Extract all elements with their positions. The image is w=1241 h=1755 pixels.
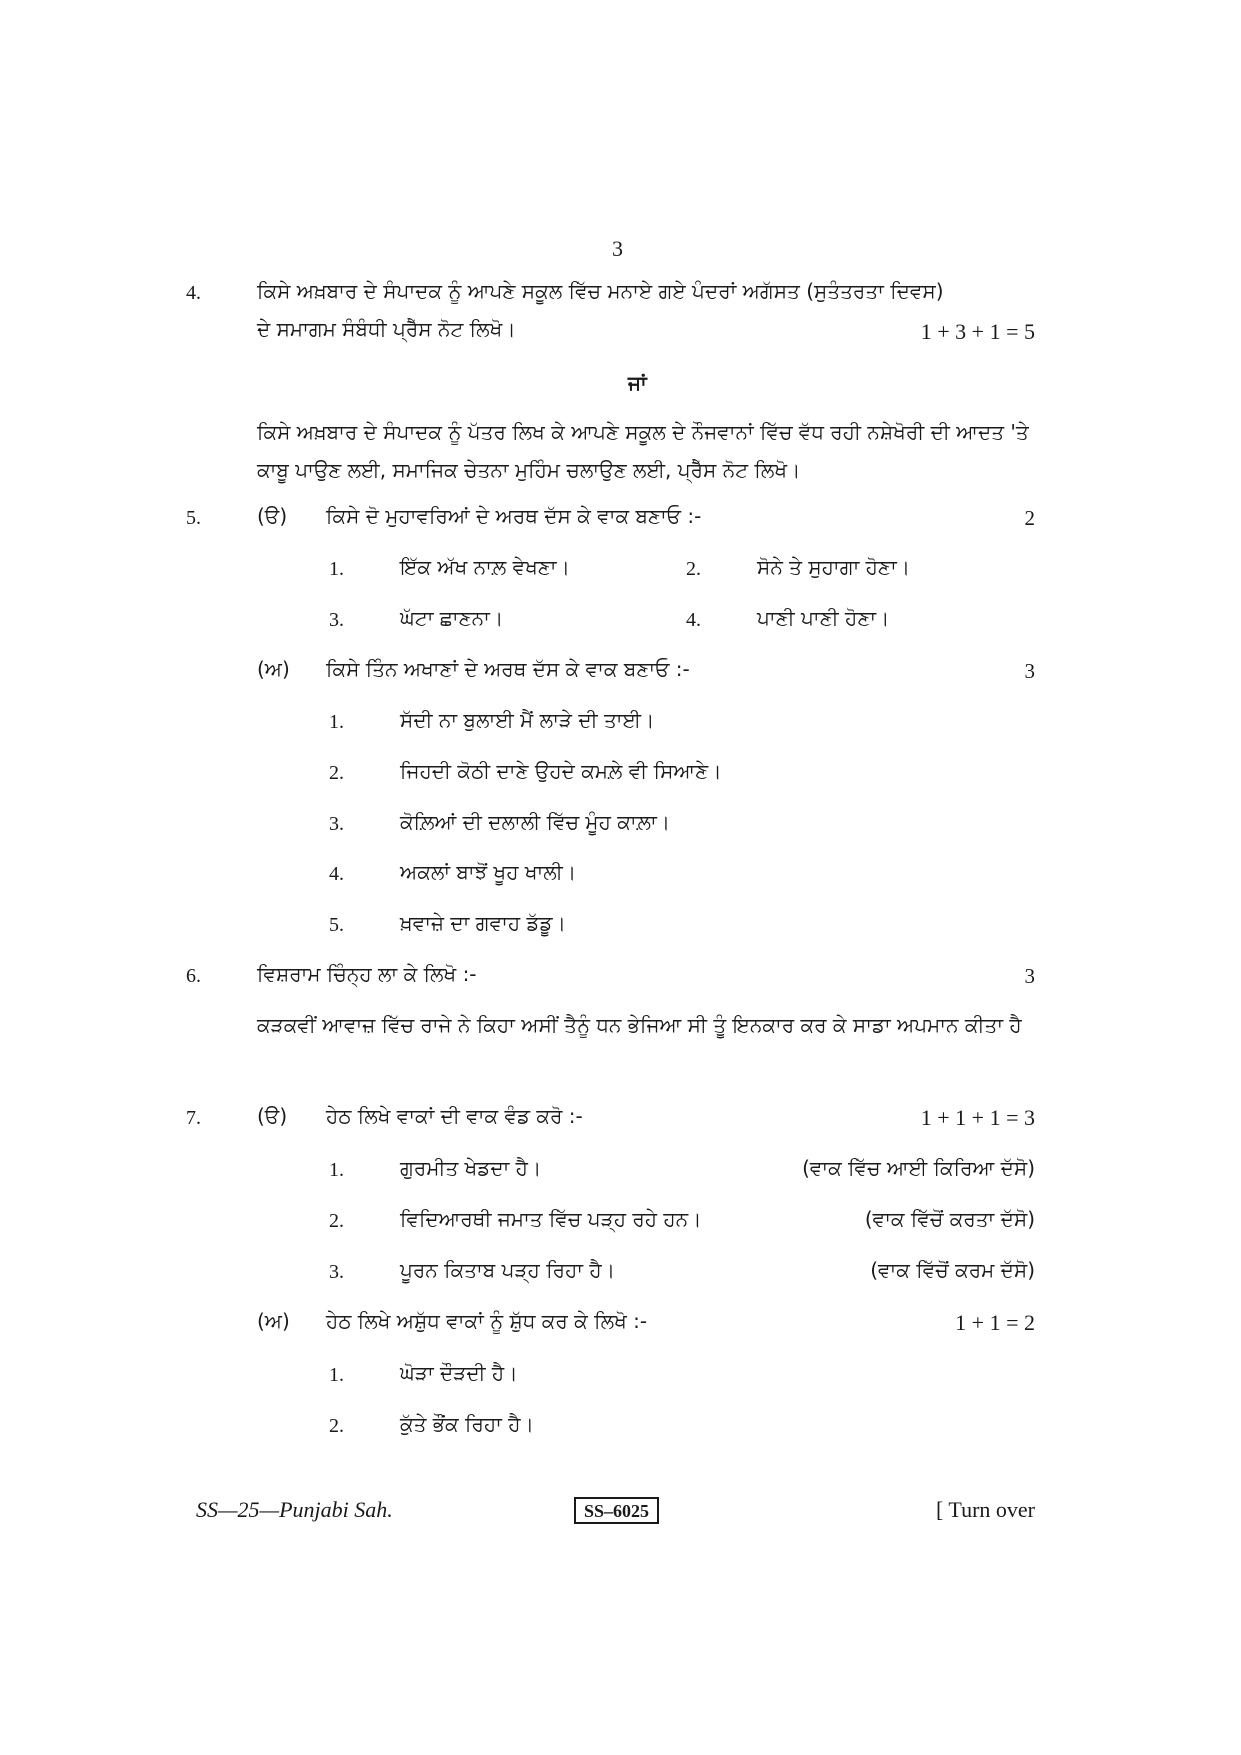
q7a-item-1-hint: (ਵਾਕ ਵਿੱਚ ਆਈ ਕਿਰਿਆ ਦੱਸੋ) (802, 1156, 1035, 1180)
q4-marks: 1 + 3 + 1 = 5 (920, 319, 1035, 344)
q5a-item-1-num: 1. (329, 558, 344, 580)
q5b-item-4-num: 4. (329, 863, 344, 885)
footer-turn-over: [ Turn over (935, 1497, 1035, 1522)
q7-number: 7. (186, 1107, 201, 1129)
q5b-item-2-text: ਜਿਹਦੀ ਕੋਠੀ ਦਾਣੇ ਉਹਦੇ ਕਮਲ਼ੇ ਵੀ ਸਿਆਣੇ। (400, 759, 722, 783)
q5a-text: ਕਿਸੇ ਦੋ ਮੁਹਾਵਰਿਆਂ ਦੇ ਅਰਥ ਦੱਸ ਕੇ ਵਾਕ ਬਣਾਓ :- (326, 504, 702, 528)
q5a-item-4-num: 4. (686, 609, 701, 631)
q5b-item-1-text: ਸੱਦੀ ਨਾ ਬੁਲਾਈ ਮੈਂ ਲਾੜੇ ਦੀ ਤਾਈ। (400, 708, 655, 732)
q5b-item-5-text: ਖ਼ਵਾਜ਼ੇ ਦਾ ਗਵਾਹ ਡੱਡੂ। (400, 911, 566, 935)
q7a-text: ਹੇਠ ਲਿਖੇ ਵਾਕਾਂ ਦੀ ਵਾਕ ਵੰਡ ਕਰੋ :- (326, 1104, 583, 1128)
q7b-item-1-num: 1. (329, 1364, 344, 1386)
q4-or: ਜਾਂ (628, 371, 647, 395)
q7a-item-3-text: ਪੂਰਨ ਕਿਤਾਬ ਪੜ੍ਹ ਰਿਹਾ ਹੈ। (400, 1258, 616, 1282)
q5a-item-1-text: ਇੱਕ ਅੱਖ ਨਾਲ਼ ਵੇਖਣਾ। (400, 555, 570, 579)
q7a-item-3-num: 3. (329, 1261, 344, 1283)
q6-text: ਵਿਸ਼ਰਾਮ ਚਿੰਨ੍ਹ ਲਾ ਕੇ ਲਿਖੋ :- (257, 962, 477, 986)
q7b-marks: 1 + 1 = 2 (955, 1310, 1035, 1335)
q6-marks: 3 (1024, 964, 1035, 988)
q5b-text: ਕਿਸੇ ਤਿੰਨ ਅਖਾਣਾਂ ਦੇ ਅਰਥ ਦੱਸ ਕੇ ਵਾਕ ਬਣਾਓ :- (326, 657, 690, 681)
q5a-marks: 2 (1024, 506, 1035, 530)
q7a-item-1-text: ਗੁਰਮੀਤ ਖੇਡਦਾ ਹੈ। (400, 1156, 542, 1180)
q5a-item-4-text: ਪਾਣੀ ਪਾਣੀ ਹੋਣਾ। (757, 606, 890, 630)
q7a-item-2-hint: (ਵਾਕ ਵਿੱਚੋਂ ਕਰਤਾ ਦੱਸੋ) (864, 1207, 1035, 1231)
q4-line2: ਦੇ ਸਮਾਗਮ ਸੰਬੰਧੀ ਪ੍ਰੈੱਸ ਨੋਟ ਲਿਖੋ। (257, 317, 516, 341)
q6-passage: ਕੜਕਵੀਂ ਆਵਾਜ਼ ਵਿੱਚ ਰਾਜੇ ਨੇ ਕਿਹਾ ਅਸੀਂ ਤੈਨੂੰ ਧਨ ਭੇਜਿਆ ਸੀ ਤੂੰ ਇਨਕਾਰ ਕਰ ਕੇ ਸਾਡਾ ਅਪਮਾਨ ਕੀਤਾ ਹੈ (257, 1013, 1022, 1037)
q5b-marks: 3 (1024, 659, 1035, 683)
q7a-item-1-num: 1. (329, 1159, 344, 1181)
q7b-item-2-num: 2. (329, 1415, 344, 1437)
q7b-item-2-text: ਕੁੱਤੇ ਭੌਂਕ ਰਿਹਾ ਹੈ। (400, 1412, 535, 1436)
q6-number: 6. (186, 965, 201, 987)
q7b-label: (ਅ) (257, 1309, 290, 1333)
q4-number: 4. (186, 282, 201, 304)
q5a-item-3-num: 3. (329, 609, 344, 631)
q5b-item-3-text: ਕੋਲ਼ਿਆਂ ਦੀ ਦਲਾਲੀ ਵਿੱਚ ਮੂੰਹ ਕਾਲ਼ਾ। (400, 810, 671, 834)
q5a-item-3-text: ਘੱਟਾ ਛਾਣਨਾ। (400, 606, 504, 630)
q7a-item-3-hint: (ਵਾਕ ਵਿੱਚੋਂ ਕਰਮ ਦੱਸੋ) (870, 1258, 1035, 1282)
q5a-item-2-text: ਸੋਨੇ ਤੇ ਸੁਹਾਗਾ ਹੋਣਾ। (757, 555, 911, 579)
q7b-text: ਹੇਠ ਲਿਖੇ ਅਸ਼ੁੱਧ ਵਾਕਾਂ ਨੂੰ ਸ਼ੁੱਧ ਕਰ ਕੇ ਲਿਖੋ :- (326, 1309, 648, 1333)
q5b-label: (ਅ) (257, 657, 290, 681)
q5a-label: (ੳ) (257, 504, 288, 528)
q5b-item-3-num: 3. (329, 813, 344, 835)
q7a-item-2-text: ਵਿਦਿਆਰਥੀ ਜਮਾਤ ਵਿੱਚ ਪੜ੍ਹ ਰਹੇ ਹਨ। (400, 1207, 702, 1231)
q5-number: 5. (186, 507, 201, 529)
q7a-marks: 1 + 1 + 1 = 3 (920, 1105, 1035, 1130)
q7a-item-2-num: 2. (329, 1210, 344, 1232)
q5b-item-4-text: ਅਕਲਾਂ ਬਾਝੋਂ ਖੂਹ ਖਾਲੀ। (400, 860, 577, 884)
q4-line1: ਕਿਸੇ ਅਖ਼ਬਾਰ ਦੇ ਸੰਪਾਦਕ ਨੂੰ ਆਪਣੇ ਸਕੂਲ ਵਿੱਚ ਮਨਾਏ ਗਏ ਪੰਦਰਾਂ ਅਗੱਸਤ (ਸੁਤੰਤਰਤਾ ਦਿਵਸ) (257, 279, 944, 303)
q5a-item-2-num: 2. (686, 558, 701, 580)
q5b-item-2-num: 2. (329, 762, 344, 784)
page-number: 3 (612, 236, 623, 261)
q4-alternative: ਕਿਸੇ ਅਖ਼ਬਾਰ ਦੇ ਸੰਪਾਦਕ ਨੂੰ ਪੱਤਰ ਲਿਖ ਕੇ ਆਪਣੇ ਸਕੂਲ ਦੇ ਨੌਜਵਾਨਾਂ ਵਿੱਚ ਵੱਧ ਰਹੀ ਨਸ਼ੇਖੋਰੀ ਦੀ ਆਦਤ 'ਤੇ ਕਾਬੂ ਪਾਉਣ ਲਈ, ਸਮਾਜਿਕ ਚੇਤਨਾ ਮੁਹਿੰਮ ਚਲਾਉਣ ਲਈ, ਪ੍ਰੈੱਸ ਨੋਟ ਲਿਖੋ। (257, 420, 1029, 482)
q5b-item-5-num: 5. (329, 914, 344, 936)
q5b-item-1-num: 1. (329, 711, 344, 733)
q7b-item-1-text: ਘੋੜਾ ਦੌੜਦੀ ਹੈ। (400, 1361, 518, 1385)
footer-paper-name: SS—25—Punjabi Sah. (196, 1497, 393, 1522)
footer-paper-code: SS–6025 (574, 1497, 659, 1524)
q7a-label: (ੳ) (257, 1104, 288, 1128)
